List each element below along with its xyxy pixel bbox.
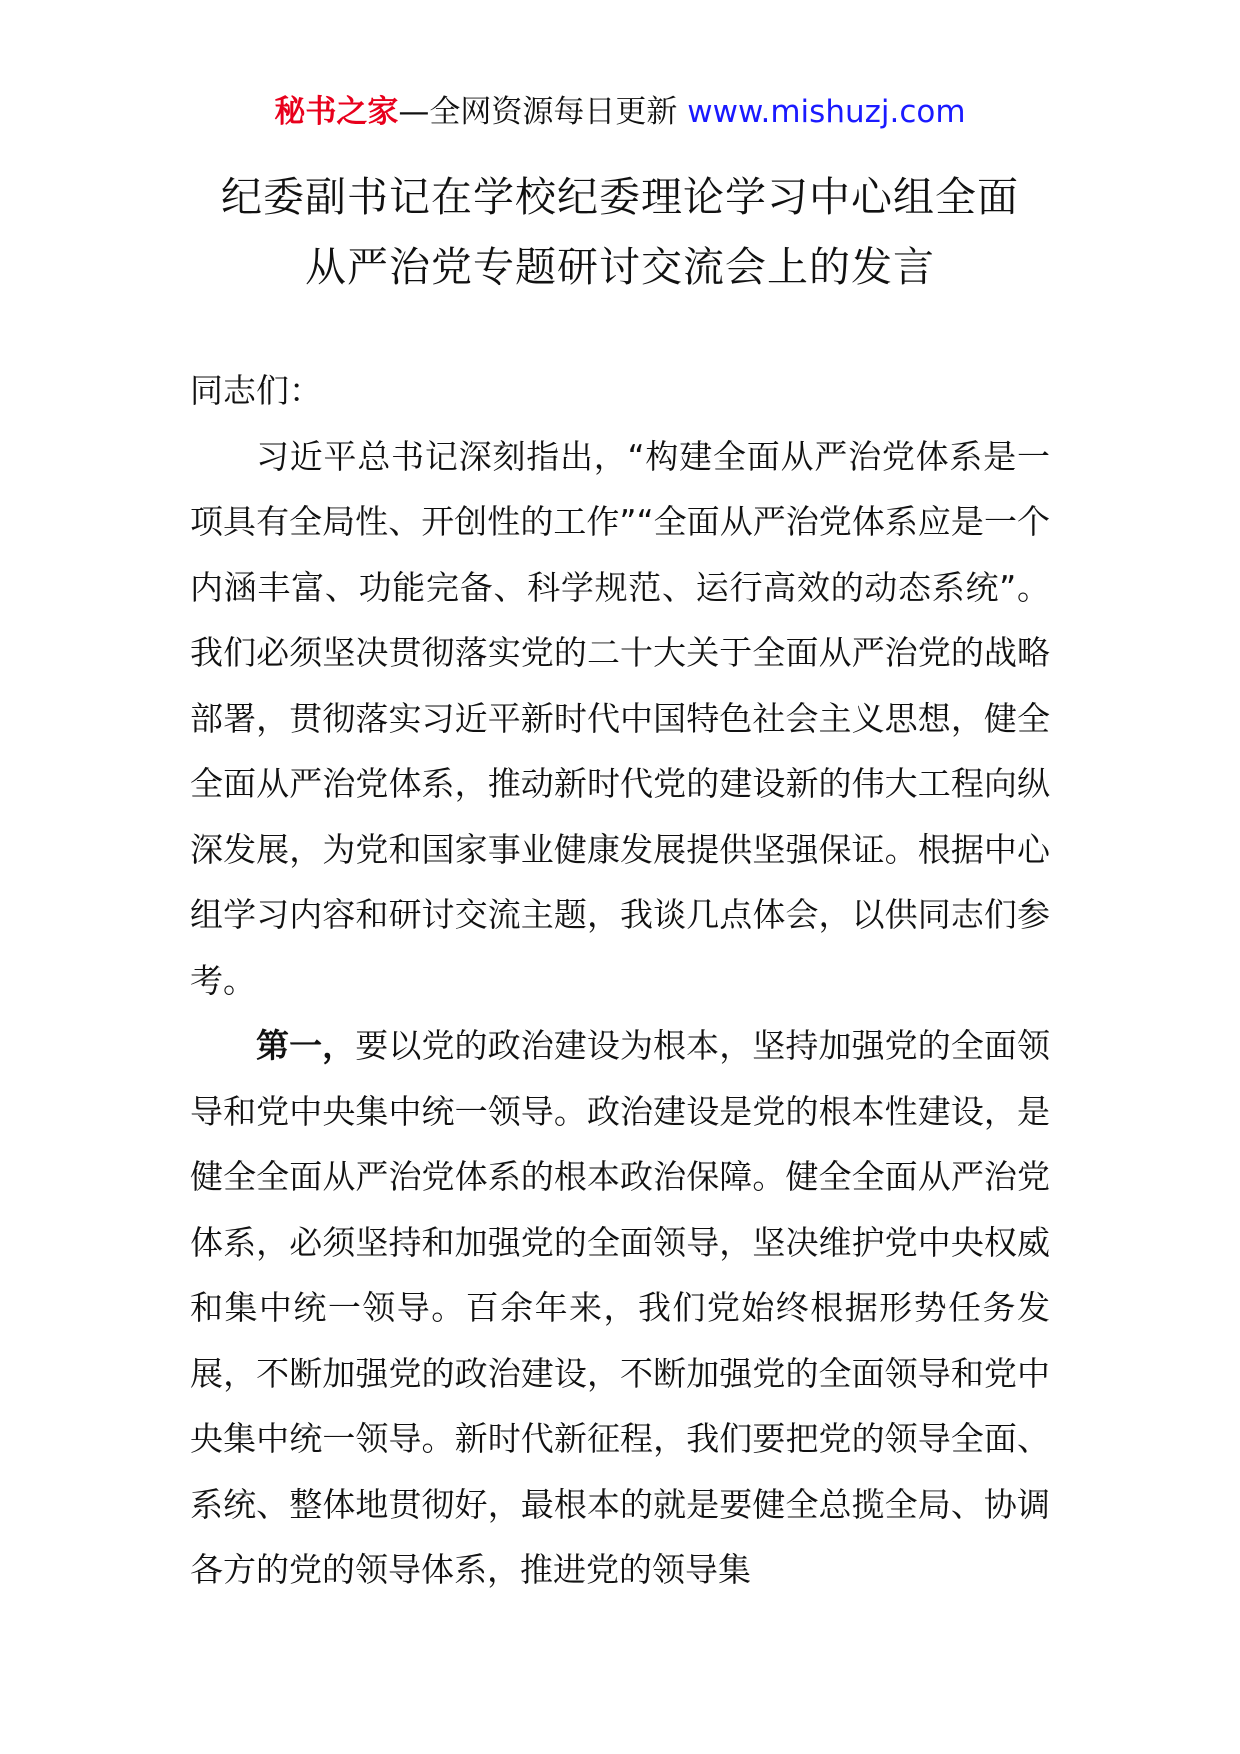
paragraph-2 (190, 1013, 1050, 1603)
document-title (0, 162, 1240, 302)
title-line-2: 从严治党专题研讨交流会上的发言 (305, 243, 935, 291)
document-body (190, 358, 1050, 1603)
paragraph-2-lead: 第一， (256, 1026, 356, 1065)
paragraph-1: 习近平总书记深刻指出，“构建全面从严治党体系是一项具有全局性、开创性的工作”“全面从严治党体系应是一个内涵丰富、功能完备、科学规范、运行高效的动态系统”。我们必须坚决贯彻落实党的二十大关于全面从严治党的战略部署，贯彻落实习近平新时代中国特色社会主义思想，健全全面从严治党体系，推动新时代党的建设新的伟大工程向纵深发展，为党和国家事业健康发展提供坚强保证。根据中心组学习内容和研讨交流主题，我谈几点体会，以供同志们参考。 (190, 436, 1050, 1000)
site-header (0, 92, 1240, 132)
brand-slogan: —全网资源每日更新 (398, 94, 678, 130)
site-url-link[interactable]: www.mishuzj.com (687, 94, 966, 130)
brand-name: 秘书之家 (274, 94, 399, 130)
paragraph-2-text: 要以党的政治建设为根本，坚持加强党的全面领导和党中央集中统一领导。政治建设是党的根本性建设，是健全全面从严治党体系的根本政治保障。健全全面从严治党体系，必须坚持和加强党的全面领导，坚决维护党中央权威和集中统一领导。百余年来，我们党始终根据形势任务发展，不断加强党的政治建设，不断加强党的全面领导和党中央集中统一领导。新时代新征程，我们要把党的领导全面、系统、整体地贯彻好，最根本的就是要健全总揽全局、协调各方的党的领导体系，推进党的领导集 (190, 1026, 1051, 1589)
title-line-1: 纪委副书记在学校纪委理论学习中心组全面 (221, 173, 1019, 221)
salutation: 同志们： (190, 371, 322, 410)
